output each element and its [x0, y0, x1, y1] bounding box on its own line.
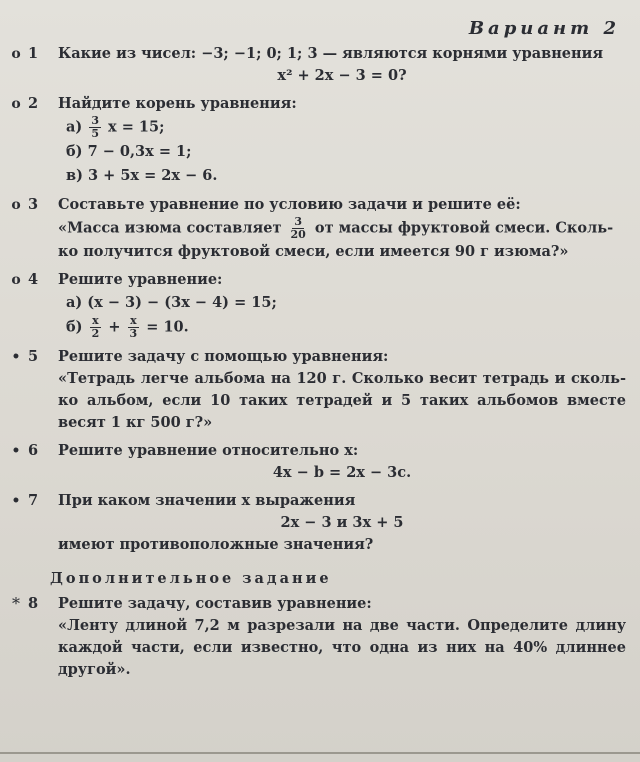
task-4-number: 4 [28, 271, 39, 288]
extra-task-heading: Дополнительное задание [50, 570, 332, 587]
task-6-number: 6 [28, 442, 39, 459]
plus-sign: + [108, 318, 121, 336]
task-8 [6, 593, 626, 681]
fraction-numerator: 3 [294, 215, 303, 228]
task-3-number: 3 [28, 196, 39, 213]
fraction-denominator: 20 [290, 228, 306, 241]
task-1 [6, 43, 626, 87]
task-5-marker: • [11, 349, 21, 365]
task-1-text: Какие из чисел: −3; −1; 0; 1; 3 — являются корнями уравнения [58, 45, 604, 62]
task-7-expressions: 2x − 3 и 3x + 5 [280, 514, 404, 531]
task-6-text: Решите уравнение относительно x: [58, 442, 359, 459]
task-4-fraction-2 [128, 315, 140, 340]
task-6-equation: 4x − b = 2x − 3c. [272, 464, 412, 481]
task-4-marker: o [11, 272, 21, 288]
fraction-denominator: 5 [91, 127, 99, 140]
fraction-numerator: x [92, 314, 99, 327]
task-2-item-c: в) 3 + 5x = 2x − 6. [66, 167, 218, 184]
task-6 [6, 440, 626, 484]
fraction-numerator: 3 [91, 114, 99, 127]
variant-title: Вариант 2 [468, 18, 620, 39]
task-3-text: Составьте уравнение по условию задачи и решите её: [58, 196, 521, 213]
task-8-number: 8 [28, 595, 39, 612]
task-4-b-label: б) [66, 318, 83, 336]
task-2-item-a [58, 115, 626, 140]
task-2-a-fraction [89, 115, 101, 140]
task-7-marker: • [11, 493, 21, 509]
task-3-quote-mid: от массы фруктовой смеси. Сколь- [314, 219, 614, 237]
task-7-tail: имеют противоположные значения? [58, 536, 374, 553]
task-1-number: 1 [28, 45, 39, 62]
task-2-a-label: а) [66, 118, 83, 136]
task-4-item-b [58, 315, 626, 340]
fraction-numerator: x [130, 314, 137, 327]
task-2-item-b: б) 7 − 0,3x = 1; [66, 143, 192, 160]
task-1-marker: o [11, 46, 21, 62]
task-2-text: Найдите корень уравнения: [58, 95, 297, 112]
fraction-denominator: 2 [91, 327, 100, 340]
task-3 [6, 194, 626, 263]
task-4 [6, 269, 626, 340]
task-8-marker: * [12, 594, 20, 613]
task-7-number: 7 [28, 492, 39, 509]
task-3-quote-line-2: ко получится фруктовой смеси, если имеется 90 г изюма?» [58, 243, 569, 260]
task-2-a-rest: x = 15; [108, 118, 165, 136]
task-3-quote-start: «Масса изюма составляет [58, 219, 282, 237]
task-7-text: При каком значении x выражения [58, 492, 356, 509]
task-2-number: 2 [28, 95, 39, 112]
task-4-item-a: а) (x − 3) − (3x − 4) = 15; [66, 294, 277, 311]
task-5-number: 5 [28, 348, 39, 365]
task-7 [6, 490, 626, 556]
page-bottom-rule [0, 752, 640, 754]
task-5-text: Решите задачу с помощью уравнения: [58, 348, 389, 365]
task-5 [6, 346, 626, 434]
task-8-text: Решите задачу, составив уравнение: [58, 595, 372, 612]
task-2-marker: o [11, 96, 21, 112]
task-4-text: Решите уравнение: [58, 271, 223, 288]
task-3-fraction [289, 216, 308, 241]
task-2 [6, 93, 626, 188]
task-1-equation: x² + 2x − 3 = 0? [277, 67, 407, 84]
fraction-denominator: 3 [129, 327, 138, 340]
task-8-quote: «Ленту длиной 7,2 м разрезали на две части. Определите длину каждой части, если известно, что одна из них на 40% длиннее другой». [58, 617, 626, 678]
task-4-fraction-1 [90, 315, 102, 340]
task-3-marker: o [11, 197, 21, 213]
task-3-quote-line-1 [58, 216, 626, 241]
task-5-quote: «Тетрадь легче альбома на 120 г. Сколько весит тетрадь и сколь-ко альбом, если 10 таких тетрадей и 5 таких альбомов вместе весят 1 кг 500 г?» [58, 370, 626, 431]
task-6-marker: • [11, 443, 21, 459]
task-4-b-rest: = 10. [146, 318, 189, 336]
